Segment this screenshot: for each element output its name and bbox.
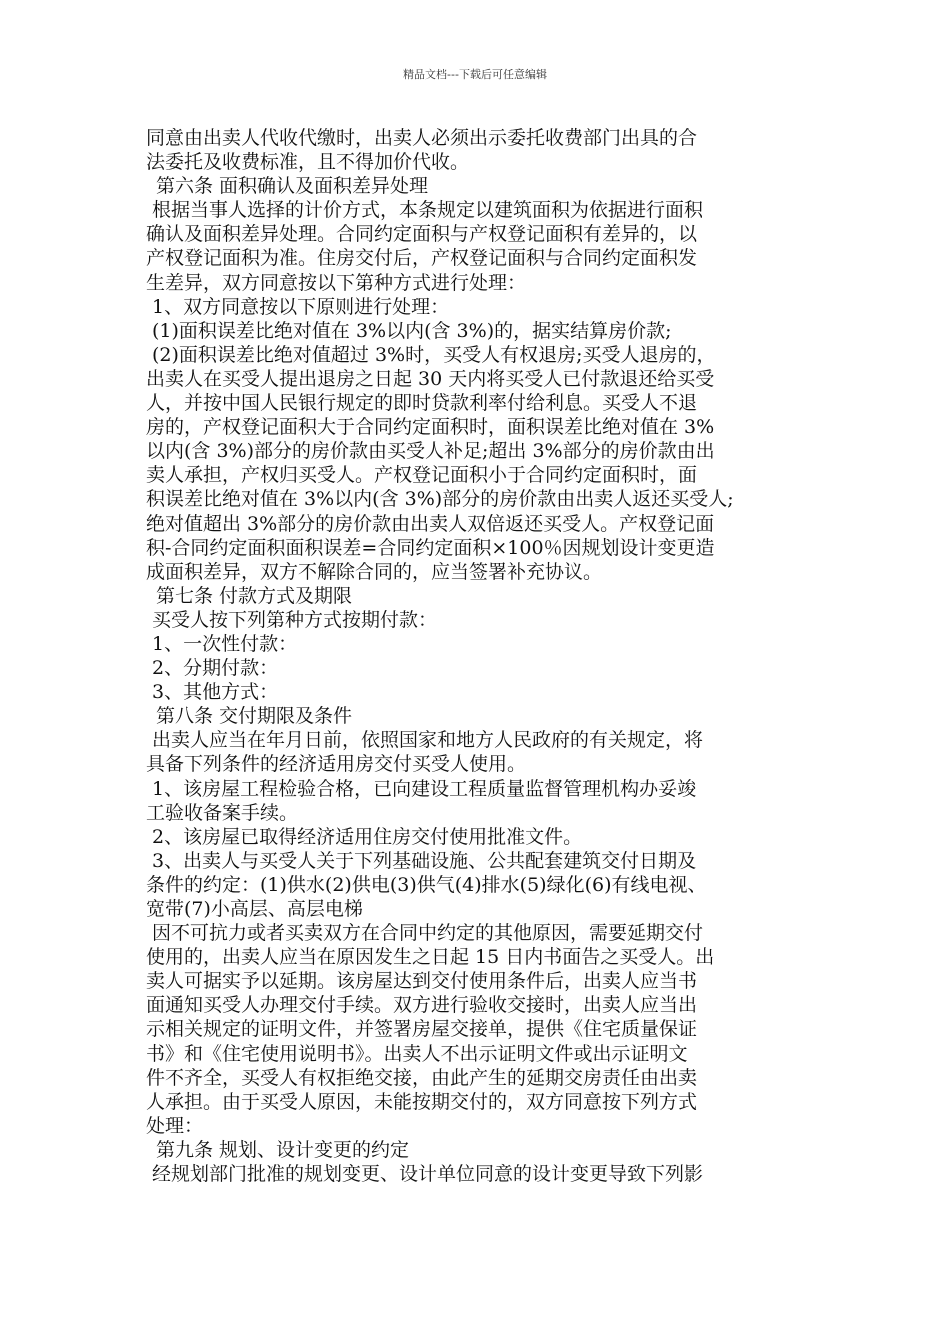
text-line: 人承担。由于买受人原因，未能按期交付的，双方同意按下列方式 (146, 1090, 698, 1113)
text-line: 确认及面积差异处理。合同约定面积与产权登记面积有差异的，以 (146, 223, 698, 246)
text-line: 工验收备案手续。 (146, 801, 299, 824)
text-line: 人，并按中国人民银行规定的即时贷款利率付给利息。买受人不退 (146, 392, 698, 415)
text-line: 绝对值超出 3%部分的房价款由出卖人双倍返还买受人。产权登记面 (146, 512, 715, 535)
text-line: 卖人承担，产权归买受人。产权登记面积小于合同约定面积时，面 (146, 464, 698, 487)
text-line: 1、该房屋工程检验合格，已向建设工程质量监督管理机构办妥竣 (152, 777, 697, 800)
text-line: 卖人可据实予以延期。该房屋达到交付使用条件后，出卖人应当书 (146, 970, 698, 993)
text-line: 根据当事人选择的计价方式，本条规定以建筑面积为依据进行面积 (152, 199, 704, 222)
page-header: 精品文档---下载后可任意编辑 (403, 68, 547, 81)
text-line: 书》和《住宅使用说明书》。出卖人不出示证明文件或出示证明文 (146, 1042, 688, 1065)
text-line: 使用的，出卖人应当在原因发生之日起 15 日内书面告之买受人。出 (146, 946, 715, 969)
text-line: 积-合同约定面积面积误差=合同约定面积×100％因规划设计变更造 (146, 536, 715, 559)
text-line: 因不可抗力或者买卖双方在合同中约定的其他原因，需要延期交付 (152, 922, 704, 945)
text-line: 房的，产权登记面积大于合同约定面积时，面积误差比绝对值在 3% (146, 416, 715, 439)
text-line: 处理： (146, 1114, 204, 1137)
text-line: 2、该房屋已取得经济适用住房交付使用批准文件。 (152, 825, 583, 848)
section-heading: 第六条 面积确认及面积差异处理 (156, 175, 429, 198)
text-line: 条件的约定：(1)供水(2)供电(3)供气(4)排水(5)绿化(6)有线电视、 (146, 873, 707, 896)
text-line: 宽带(7)小高层、高层电梯 (146, 898, 363, 920)
text-line: 具备下列条件的经济适用房交付买受人使用。 (146, 753, 527, 776)
text-line: 1、一次性付款： (152, 632, 298, 655)
text-line: 出卖人应当在年月日前，依照国家和地方人民政府的有关规定，将 (152, 729, 704, 752)
text-line: 3、出卖人与买受人关于下列基础设施、公共配套建筑交付日期及 (152, 849, 697, 872)
section-heading: 第八条 交付期限及条件 (156, 705, 353, 728)
section-heading: 第七条 付款方式及期限 (156, 584, 353, 607)
text-line: 出卖人在买受人提出退房之日起 30 天内将买受人已付款退还给买受 (146, 367, 715, 390)
text-line: 件不齐全，买受人有权拒绝交接，由此产生的延期交房责任由出卖 (146, 1066, 698, 1089)
text-line: 2、分期付款： (152, 657, 279, 680)
text-line: 面通知买受人办理交付手续。双方进行验收交接时，出卖人应当出 (146, 994, 698, 1017)
text-line: (1)面积误差比绝对值在 3%以内(含 3%)的，据实结算房价款; (152, 319, 672, 342)
text-line: 法委托及收费标准，且不得加价代收。 (146, 151, 470, 174)
text-line: 成面积差异，双方不解除合同的，应当签署补充协议。 (146, 560, 603, 583)
document-body (146, 126, 826, 1186)
text-line: (2)面积误差比绝对值超过 3%时，买受人有权退房;买受人退房的， (152, 343, 716, 366)
text-line: 产权登记面积为准。住房交付后，产权登记面积与合同约定面积发 (146, 247, 698, 270)
text-line: 以内(含 3%)部分的房价款由买受人补足;超出 3%部分的房价款由出 (146, 440, 715, 463)
text-line: 买受人按下列第种方式按期付款： (152, 608, 438, 631)
text-line: 同意由出卖人代收代缴时，出卖人必须出示委托收费部门出具的合 (146, 127, 698, 149)
text-line: 3、其他方式： (152, 681, 279, 704)
text-line: 示相关规定的证明文件，并签署房屋交接单，提供《住宅质量保证 (146, 1018, 698, 1041)
text-line: 生差异，双方同意按以下第种方式进行处理： (146, 271, 527, 294)
section-heading: 第九条 规划、设计变更的约定 (156, 1138, 410, 1161)
text-line: 经规划部门批准的规划变更、设计单位同意的设计变更导致下列影 (152, 1163, 704, 1186)
text-line: 1、双方同意按以下原则进行处理： (152, 295, 450, 318)
text-line: 积误差比绝对值在 3%以内(含 3%)部分的房价款由出卖人返还买受人; (146, 488, 734, 511)
